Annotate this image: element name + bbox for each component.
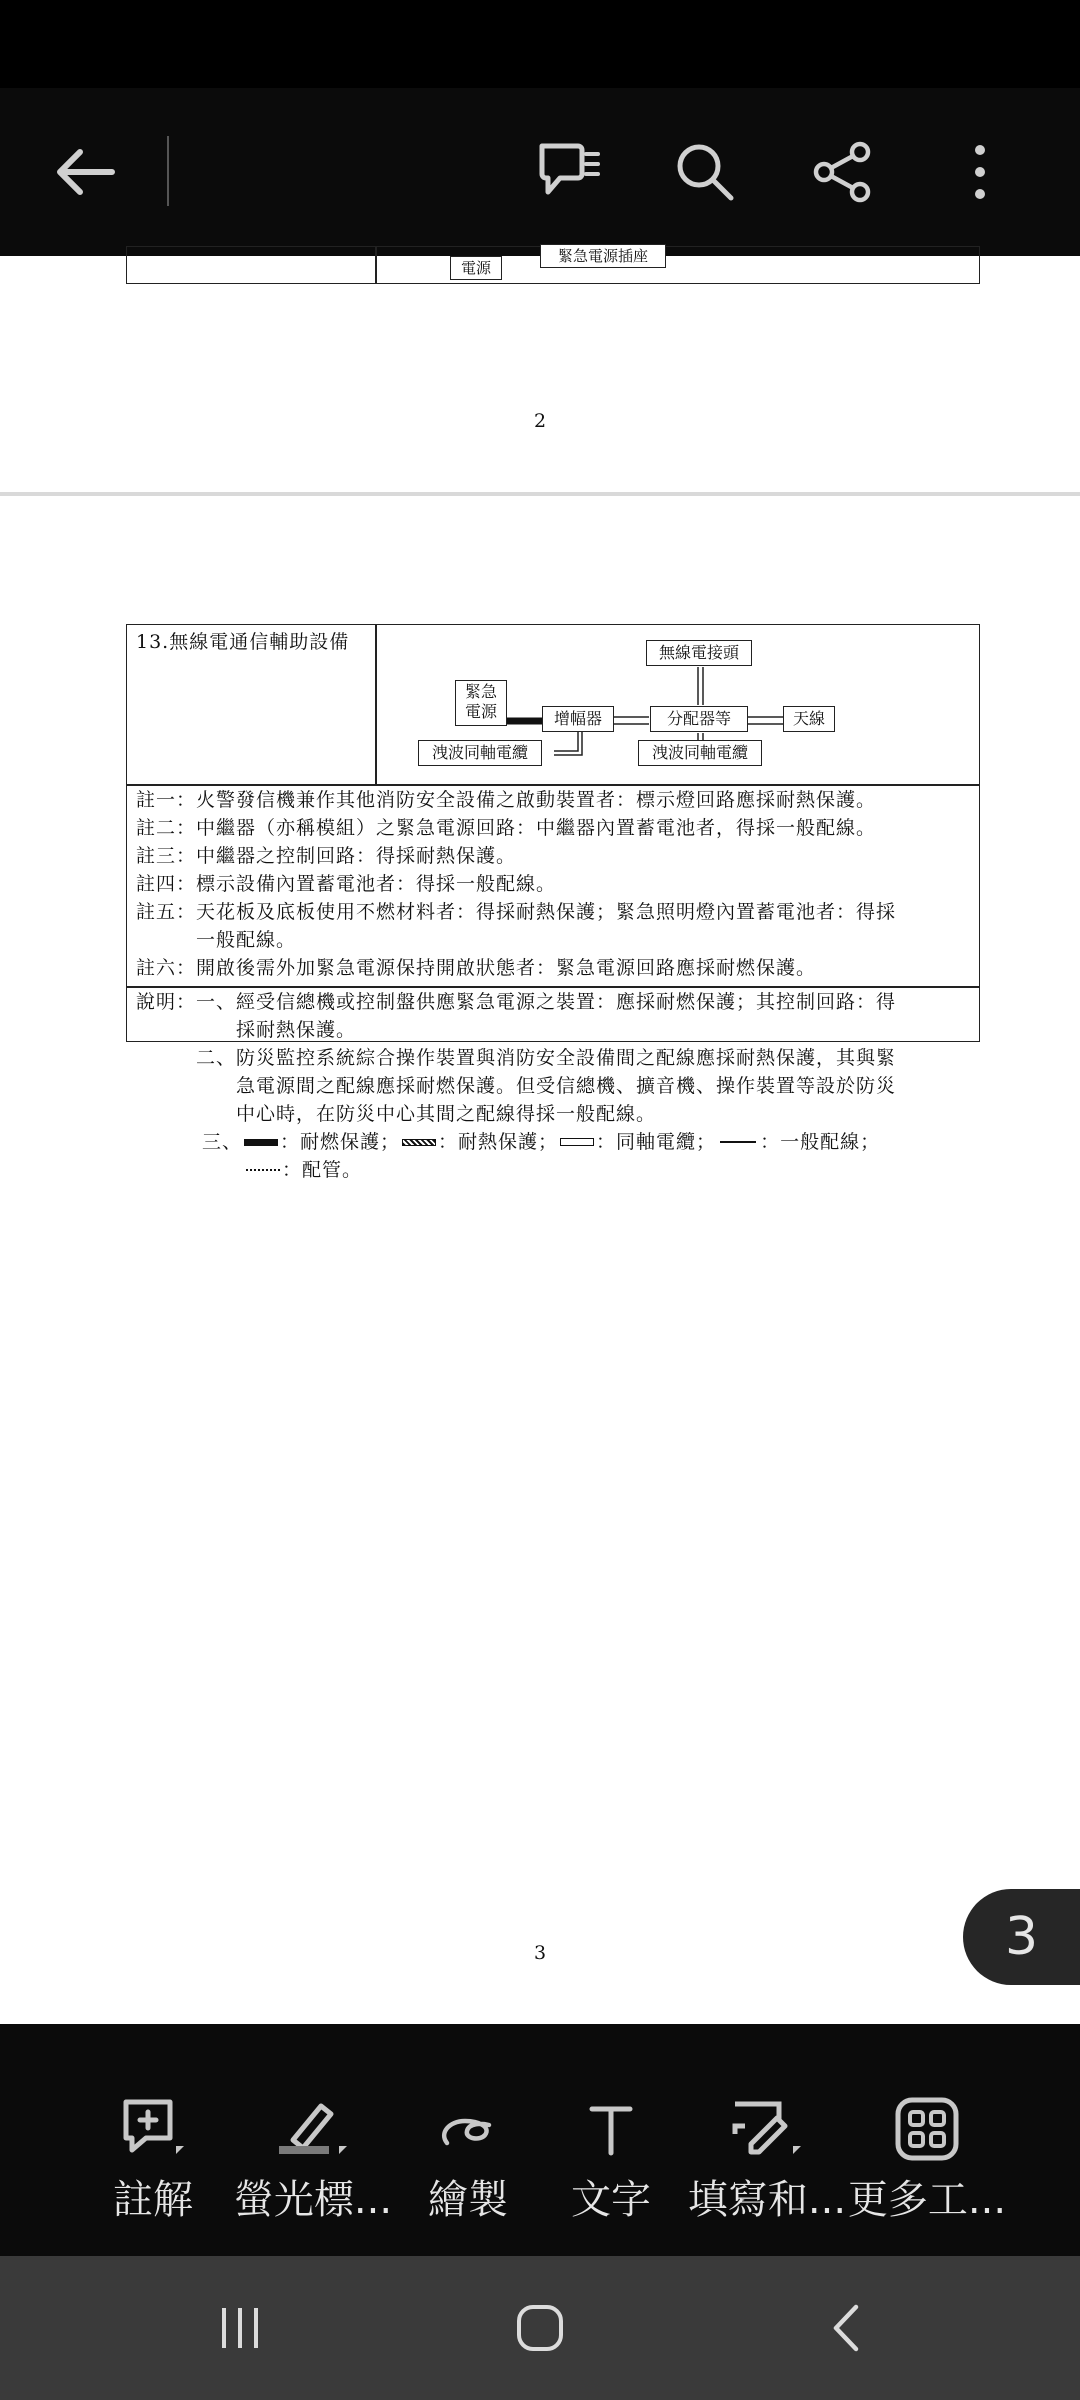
note-line: 註二：中繼器（亦稱模組）之緊急電源回路：中繼器內置蓄電池者，得採一般配線。 xyxy=(136,817,877,839)
share-icon[interactable] xyxy=(797,88,887,256)
splitter-box: 分配器等 xyxy=(650,706,748,732)
document-viewer[interactable] xyxy=(0,247,1080,2024)
note-line: 註三：中繼器之控制回路：得採耐熱保護。 xyxy=(136,845,517,867)
home-icon[interactable] xyxy=(490,2256,590,2400)
tool-label: 文字 xyxy=(571,2177,651,2223)
note-line: 註六：開啟後需外加緊急電源保持開啟狀態者：緊急電源回路應採耐燃保護。 xyxy=(136,957,817,979)
tool-highlighter[interactable] xyxy=(233,2024,393,2256)
tool-annotate[interactable] xyxy=(73,2024,233,2256)
leaky-coax-right-box: 洩波同軸電纜 xyxy=(638,740,762,766)
tool-label: 填寫和... xyxy=(687,2177,847,2223)
divider xyxy=(167,136,169,206)
explanation-line: 中心時，在防災中心其間之配線得採一般配線。 xyxy=(136,1103,657,1125)
note-line: 一般配線。 xyxy=(136,929,297,951)
search-icon[interactable] xyxy=(660,88,750,256)
comments-icon[interactable] xyxy=(526,88,616,256)
explanation-line: 採耐熱保護。 xyxy=(136,1019,357,1041)
page-indicator-badge[interactable]: 3 xyxy=(963,1889,1080,1985)
emergency-power-line2: 電源 xyxy=(464,702,497,721)
tool-label: 註解 xyxy=(113,2177,193,2223)
explanation-line: 說明：一、經受信總機或控制盤供應緊急電源之裝置：應採耐燃保護；其控制回路：得 xyxy=(136,991,897,1013)
tool-label: 繪製 xyxy=(428,2177,508,2223)
page-number-3: 3 xyxy=(533,1942,547,1964)
tool-text[interactable] xyxy=(531,2024,691,2256)
system-nav-bar xyxy=(0,2256,1080,2400)
explanation-line: 急電源間之配線應採耐燃保護。但受信總機、擴音機、操作裝置等設於防災 xyxy=(136,1075,897,1097)
note-line: 註五：天花板及底板使用不燃材料者：得採耐熱保護；緊急照明燈內置蓄電池者：得採 xyxy=(136,901,897,923)
page-number-2: 2 xyxy=(533,410,547,432)
coax-swatch xyxy=(560,1138,594,1146)
tool-label: 更多工... xyxy=(847,2177,1007,2223)
row-title: 13.無線電通信輔助設備 xyxy=(136,631,350,653)
fire-resistant-swatch xyxy=(244,1139,278,1146)
tool-more[interactable] xyxy=(847,2024,1007,2256)
top-toolbar xyxy=(0,88,1080,256)
more-vert-icon[interactable] xyxy=(935,88,1025,256)
antenna-box: 天線 xyxy=(783,706,835,732)
recent-apps-icon[interactable] xyxy=(190,2256,290,2400)
legend-line-2: ：配管。 xyxy=(246,1156,362,1184)
wireless-connector-box: 無線電接頭 xyxy=(646,640,752,666)
tool-draw[interactable] xyxy=(388,2024,548,2256)
emergency-power-line1: 緊急 xyxy=(464,682,497,701)
bottom-toolbar xyxy=(0,2024,1080,2256)
back-icon[interactable] xyxy=(795,2256,895,2400)
page-separator xyxy=(0,492,1080,496)
general-wiring-swatch xyxy=(720,1141,756,1143)
power-box: 電源 xyxy=(450,256,502,280)
note-line: 註一：火警發信機兼作其他消防安全設備之啟動裝置者：標示燈回路應採耐熱保護。 xyxy=(136,789,877,811)
tool-fill-sign[interactable] xyxy=(687,2024,847,2256)
amplifier-box: 增幅器 xyxy=(542,706,614,732)
emergency-outlet-box: 緊急電源插座 xyxy=(540,244,666,268)
explanation-line: 二、防災監控系統綜合操作裝置與消防安全設備間之配線應採耐熱保護，其與緊 xyxy=(136,1047,897,1069)
heat-resistant-swatch xyxy=(402,1139,436,1146)
note-line: 註四：標示設備內置蓄電池者：得採一般配線。 xyxy=(136,873,557,895)
status-bar xyxy=(0,0,1080,88)
back-arrow-icon[interactable] xyxy=(40,88,130,256)
leaky-coax-left-box: 洩波同軸電纜 xyxy=(418,740,542,766)
legend-line: 三、 ：耐燃保護； ：耐熱保護； ：同軸電纜； ：一般配線； xyxy=(202,1131,881,1153)
tool-label: 螢光標... xyxy=(233,2177,393,2223)
conduit-swatch xyxy=(246,1169,280,1171)
emergency-power-box xyxy=(455,680,507,726)
